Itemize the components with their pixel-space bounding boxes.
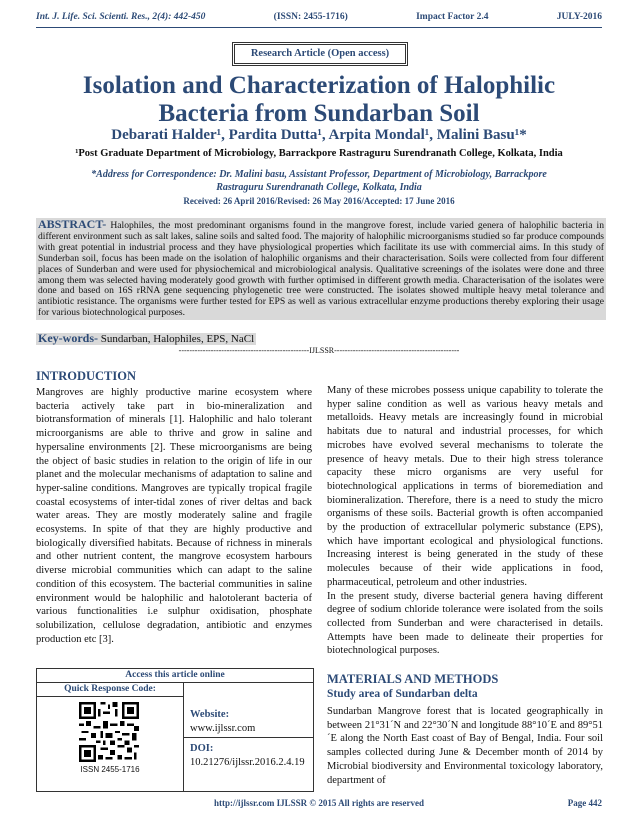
website-label: Website:: [190, 709, 230, 720]
abstract-block: [36, 218, 606, 320]
impact-factor: Impact Factor 2.4: [416, 12, 489, 22]
website-link[interactable]: www.ijlssr.com: [190, 723, 256, 734]
methods-heading: MATERIALS AND METHODS: [327, 672, 499, 686]
introduction-text: Mangroves are highly productive marine ecosystem where bacteria actively take part in bio-mineralization and biotransformation of minerals [1]. Halophilic and halo tolerant microorganisms are able to thrive and grow in saline and hypersaline environments [2]. These microorganisms are being the object of basic studies in relation to the origin of life in our planet and the molecular mechanisms of adaptation to saline and hyper-saline conditions. Mangroves are typically tropical fragile coastal ecosystems of inter-tidal zones of river deltas and back water areas. They are mostly moderately saline and fragile ecosystems. In spite of that they are highly productive and biologically diversified habitats. Because of richness in minerals and other nutrient content, the mangrove ecosystem harbours diverse microbial communities which can adapt to the saline condition of this ecosystem. The bacterial communities in saline environment would be halophilic and halotolerant bacteria of various functionalities i.e sulphur oxidisation, phosphate solubilization, cellulose degradation, antibiotic and enzymes production etc [3].: [36, 387, 312, 645]
correspondence-line-2: Rastraguru Surendranath College, Kolkata, India: [216, 182, 422, 193]
right-paragraph-1: Many of these microbes possess unique capability to tolerate the hyper saline condition as well as various heavy metals and metalloids. Heavy metals are increasingly found in microbial habitats due to natural and industrial processes, for which microbes have evolved several mechanisms to tolerate the presence of heavy metals. Due to their high stress tolerance capacity these micro organisms are very useful for biotechnological applications in terms of bioremediation and biomineralization. Therefore, there is a need to study the micro organisms of these soils. Bacterial growth is often accompanied by the production of extracellular polymeric substance (EPS), which have important ecological and physiological functions. Increasing interest is being generated in the study of these molecules because of their wide applications in food, pharmaceutical, petroleum and other industries.: [327, 385, 603, 588]
header-rule: [36, 27, 602, 28]
doi-link[interactable]: 10.21276/ijlssr.2016.2.4.19: [190, 757, 305, 768]
qr-code-icon[interactable]: [79, 702, 139, 762]
article-type-box: Research Article (Open access): [232, 42, 408, 66]
footer-copyright[interactable]: http://ijlssr.com IJLSSR © 2015 All rights are reserved: [213, 798, 425, 808]
access-title: Access this article online: [37, 669, 313, 683]
introduction-heading: INTRODUCTION: [36, 369, 137, 383]
qr-label: Quick Response Code:: [37, 683, 183, 697]
page-number: Page 442: [567, 798, 602, 808]
author-list: Debarati Halder¹, Pardita Dutta¹, Arpita Mondal¹, Malini Basu¹*: [111, 127, 527, 143]
right-column-text: [327, 384, 603, 658]
issue-date: JULY-2016: [556, 12, 602, 22]
doi-label: DOI:: [190, 743, 214, 754]
article-dates: Received: 26 April 2016/Revised: 26 May 2016/Accepted: 17 June 2016: [183, 196, 455, 206]
info-divider: [184, 737, 313, 738]
access-online-box: [36, 668, 314, 792]
abstract-text: Halophiles, the most predominant organisms found in the mangrove forest, include varied genera of halophilic bacteria in different environment such as salt lakes, saline soils and salted food. The majority of halophilic microorganisms studied so far produce compounds with great potential in industrial process and they have physiological properties which facilitate its use with commercial aims. In this study of Sunderban soil, focus has been made on the isolation of halophilic organisms and their characterisation. Soils were collected from four different places of Sunderban and were used for physiochemical and microbiological analysis. Qualitative screenings of the isolates were done and three among them was selected having moderately good growth with further optimised in different growth media. Characterisation of the isolates were done and based on 16S rRNA gene sequencing phylogenetic tree were constructed. The isolates showed multiple heavy metal tolerance and antibiotic resistance. The organisms were further tested for EPS as well as various extracellular enzyme productions thereby exploring their usage for various biotechnological purposes.: [38, 220, 604, 319]
study-area-text: Sundarban Mangrove forest that is located geographically in between 21°31´N and 22°30´N and longitude 88°10´E and 89°51´E along the North East coast of Bay of Bengal, India. Four soil samples collected during June & December month of 2014 by Microbial biodiversity and Environmental toxicology laboratory, department of: [327, 706, 603, 786]
title-line-1: Isolation and Characterization of Halophilic: [82, 72, 556, 99]
journal-citation: Int. J. Life. Sci. Scienti. Res., 2(4): 442-450: [36, 12, 206, 22]
journal-separator: -------------------------------------------------IJLSSR-----------------------------------------------: [178, 346, 460, 355]
abstract-label: ABSTRACT-: [38, 217, 107, 231]
study-area-heading: Study area of Sundarban delta: [327, 688, 478, 700]
qr-issn-caption: ISSN 2455-1716: [80, 765, 140, 774]
running-header: [36, 12, 602, 22]
journal-issn: (ISSN: 2455-1716): [273, 12, 348, 22]
keywords-text: Sundarban, Halophiles, EPS, NaCl: [98, 333, 255, 345]
right-paragraph-2: In the present study, diverse bacterial genera having different degree of sodium chloride tolerance were isolated from the soils collected from Sunderban and were characterised in details. Attempts have been made to delineate their properties for biotechnological purposes.: [327, 590, 603, 657]
keywords-block: [36, 331, 602, 346]
paper-title: [36, 72, 602, 128]
keywords-label: Key-words-: [38, 331, 98, 345]
correspondence: [60, 168, 578, 194]
title-line-2: Bacteria from Sundarban Soil: [158, 100, 480, 127]
correspondence-line-1: *Address for Correspondence: Dr. Malini basu, Assistant Professor, Department of Microbiology, Barrackpore: [91, 169, 547, 180]
affiliation: ¹Post Graduate Department of Microbiology, Barrackpore Rastraguru Surendranath College, Kolkata, India: [75, 148, 563, 159]
